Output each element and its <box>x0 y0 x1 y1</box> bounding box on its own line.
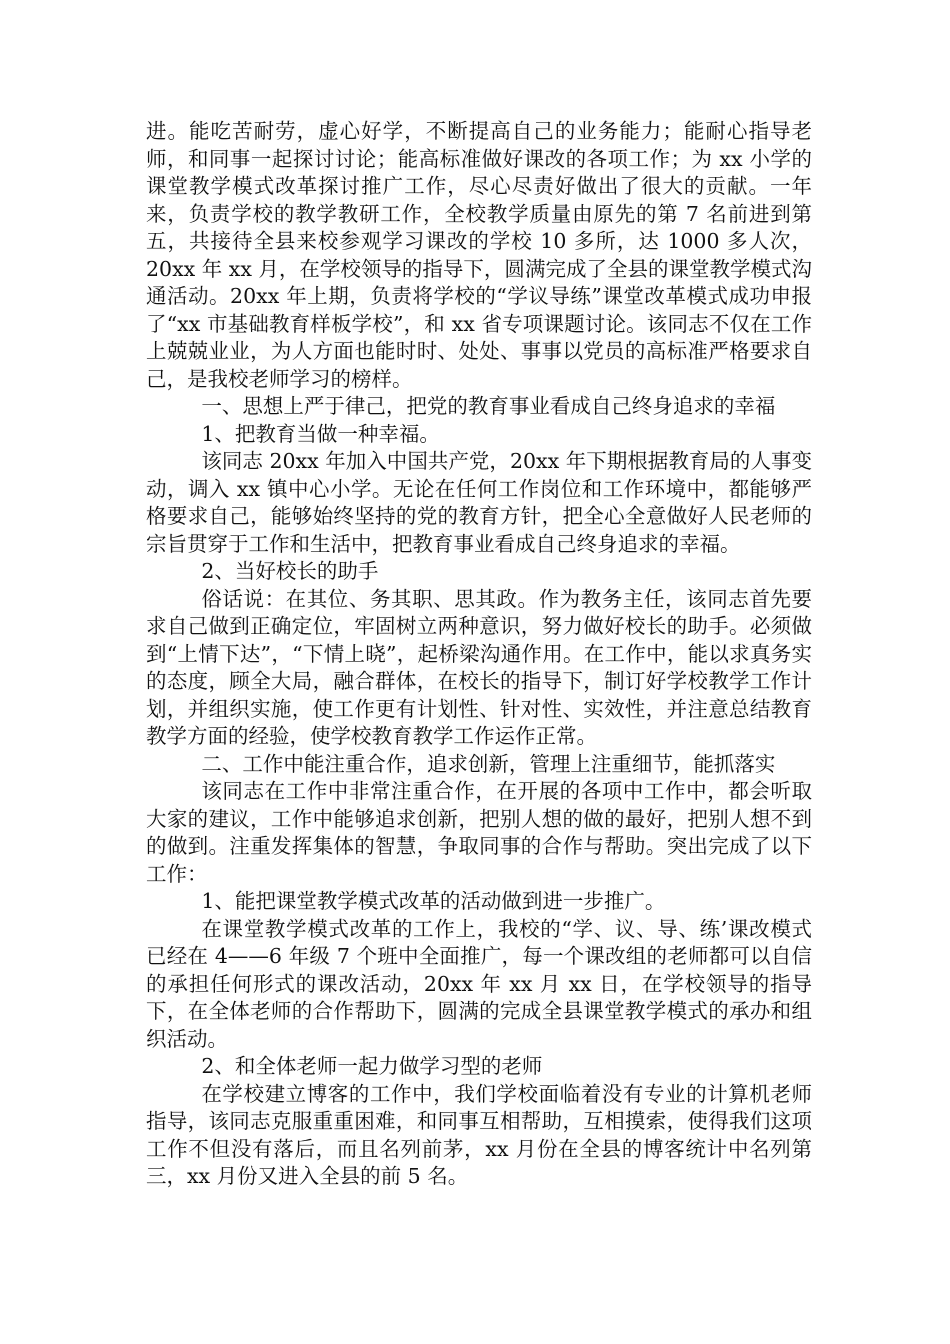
subheading-1-1: 1、把教育当做一种幸福。 <box>201 421 440 446</box>
subheading-1-2: 2、当好校长的助手 <box>201 559 379 583</box>
paragraph-2-intro: 该同志在工作中非常注重合作，在开展的各项中工作中，都会听取大家的建议，工作中能够追求创新，把别人想的做的最好，把别人想不到的做到。注重发挥集体的智慧，争取同事的合作与帮助。突出完成了以下工作： <box>146 779 812 886</box>
section-heading-2: 二、工作中能注重合作，追求创新，管理上注重细节，能抓落实 <box>201 751 776 776</box>
paragraph-intro-continuation: 进。能吃苦耐劳，虚心好学，不断提高自己的业务能力；能耐心指导老师，和同事一起探讨讨论；能高标准做好课改的各项工作；为 xx 小学的课堂教学模式改革探讨推广工作，尽心尽责好做出了很大的贡献。一年来，负责学校的教学教研工作，全校教学质量由原先的第 7 名前进到第五，共接待全县来校参观学习课改的学校 10 多所，达 1000 多人次，20xx 年 xx 月，在学校领导的指导下，圆满完成了全县的课堂教学模式沟通活动。20xx 年上期，负责将学校的“学议导练”课堂改革模式成功申报了“xx 市基础教育样板学校”，和 xx 省专项课题讨论。该同志不仅在工作上兢兢业业，为人方面也能时时、处处、事事以党员的高标准严格要求自己，是我校老师学习的榜样。 <box>146 119 812 391</box>
paragraph-2-2: 在学校建立博客的工作中，我们学校面临着没有专业的计算机老师指导，该同志克服重重困难，和同事互相帮助，互相摸索，使得我们这项工作不但没有落后，而且名列前茅，xx 月份在全县的博客统计中名列第三，xx 月份又进入全县的前 5 名。 <box>146 1081 812 1188</box>
subheading-2-1: 1、能把课堂教学模式改革的活动做到进一步推广。 <box>201 889 666 913</box>
paragraph-2-1: 在课堂教学模式改革的工作上，我校的“学、议、导、练’课改模式已经在 4——6 年级 7 个班中全面推广，每一个课改组的老师都可以自信的承担任何形式的课改活动，20xx 年 xx 月 xx 日，在学校领导的指导下，在全体老师的合作帮助下，圆满的完成全县课堂教学模式的承办和组织活动。 <box>146 916 812 1051</box>
subheading-2-2: 2、和全体老师一起力做学习型的老师 <box>201 1054 543 1078</box>
section-heading-1: 一、思想上严于律己，把党的教育事业看成自己终身追求的幸福 <box>201 394 776 418</box>
paragraph-1-1: 该同志 20xx 年加入中国共产党，20xx 年下期根据教育局的人事变动，调入 xx 镇中心小学。无论在任何工作岗位和工作环境中，都能够严格要求自己，能够始终坚持的党的教育方针，把全心全意做好人民老师的宗旨贯穿于工作和生活中，把教育事业看成自己终身追求的幸福。 <box>146 449 812 556</box>
paragraph-1-2: 俗话说：在其位、务其职、思其政。作为教务主任，该同志首先要求自己做到正确定位，牢固树立两种意识，努力做好校长的助手。必须做到“上情下达”，“下情上晓”，起桥梁沟通作用。在工作中，能以求真务实的态度，顾全大局，融合群体，在校长的指导下，制订好学校教学工作计划，并组织实施，使工作更有计划性、针对性、实效性，并注意总结教育教学方面的经验，使学校教育教学工作运作正常。 <box>146 586 812 748</box>
document-body <box>146 118 812 1191</box>
